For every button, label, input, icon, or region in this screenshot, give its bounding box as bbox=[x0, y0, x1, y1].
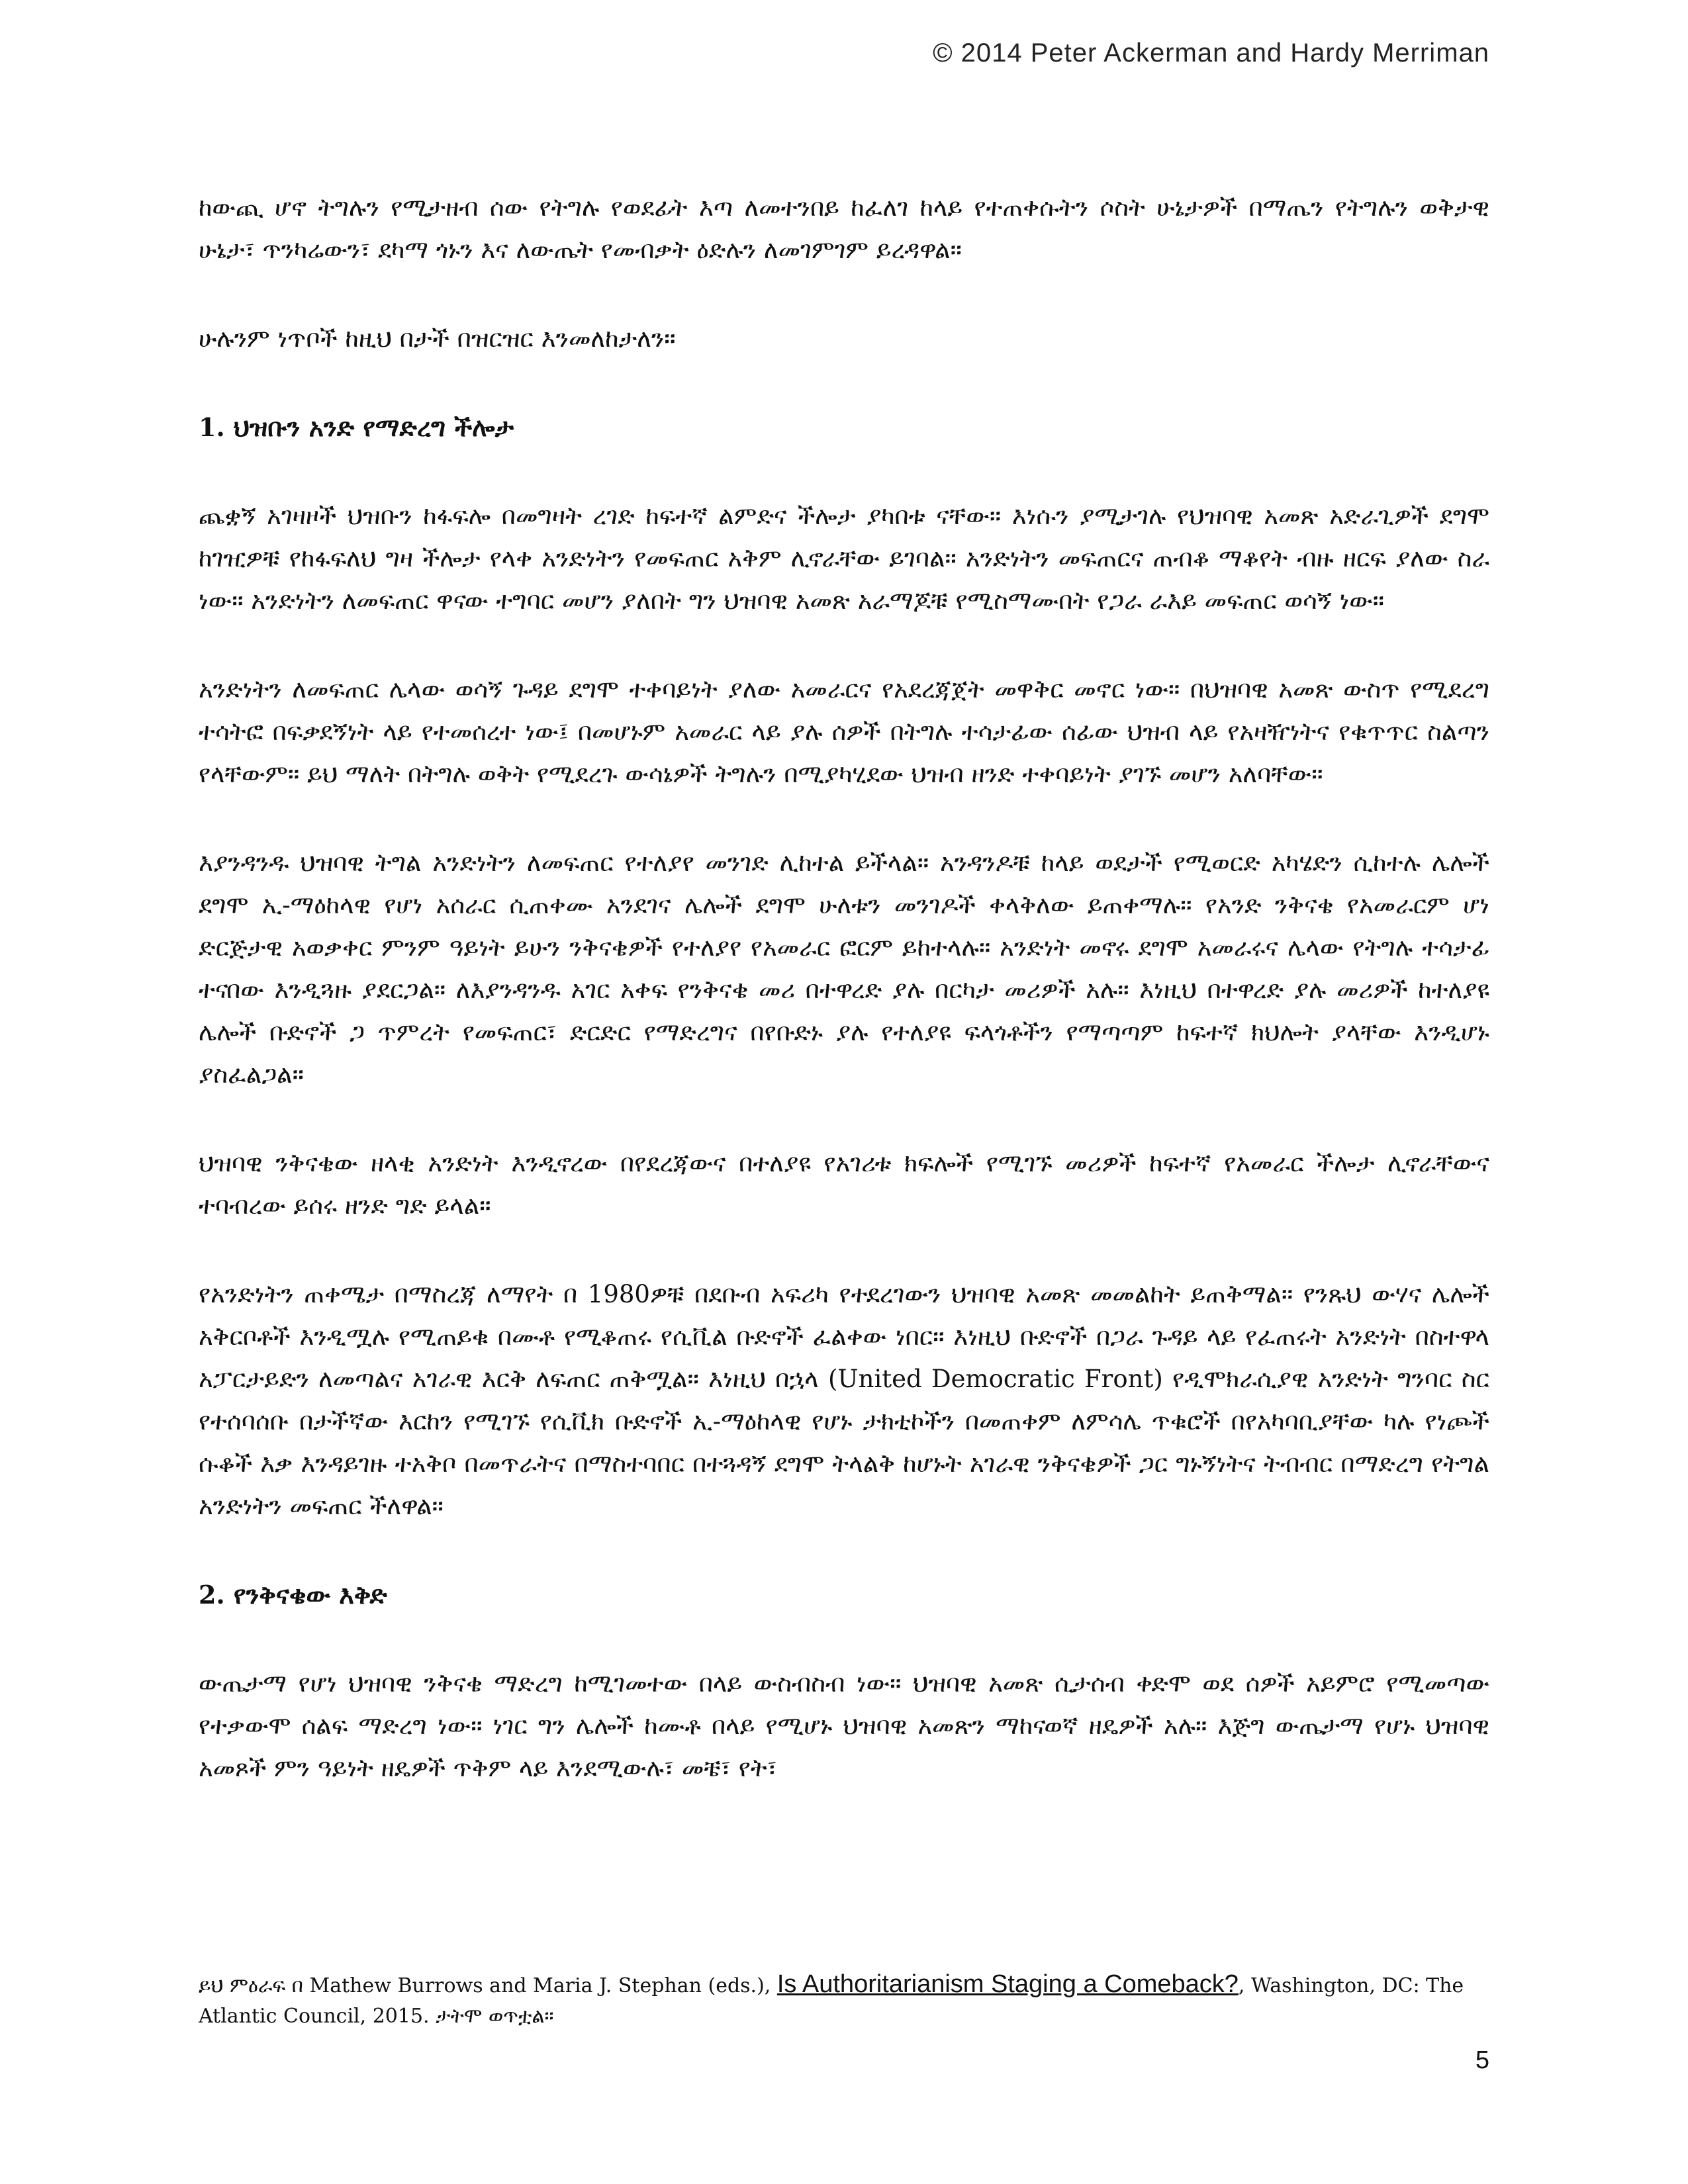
footnote-link[interactable]: Is Authoritarianism Staging a Comeback? bbox=[776, 1970, 1239, 1998]
footnote bbox=[199, 1969, 1489, 2032]
paragraph-7: የአንድነትን ጠቀሜታ በማስረጃ ለማየት በ 1980ዎቹ በደቡብ አፍሪካ የተደረገውን ህዝባዊ አመጽ መመልከት ይጠቅማል። የንጹህ ውሃና ሌሎች አቅርቦቶች እንዲሟሉ የሚጠይቁ በሙቶ የሚቆጠሩ የሲቪል ቡድኖች ፈልቀው ነበር። እነዚህ ቡድኖች በጋራ ጉዳይ ላይ የፈጠሩት አንድነት በስተዋላ አፓርታይድን ለመጣልና አገራዊ እርቅ ለፍጠር ጠቅሟል። እነዚህ በኋላ (United Democratic Front) የዲሞክራሲያዊ አንድነት ግንባር ስር የተሰባሰቡ በታችኛው እርከን የሚገኙ የሲቪክ ቡድኖች ኢ-ማዕከላዊ የሆኑ ታክቲኮችን በመጠቀም ለምሳሌ ጥቁሮች በየአካባቢያቸው ካሉ የነጮች ሱቆች እቃ እንዳይገዙ ተአቅቦ በመጥራትና በማስተባበር በተጓዳኝ ደግሞ ትላልቅ ከሆኑት አገራዊ ንቅናቄዎች ጋር ግኑኝነትና ትብብር በማድረግ የትግል አንድነትን መፍጠር ችለዋል። bbox=[199, 1280, 1489, 1520]
paragraph-3: ጨቋኝ አገዛዞች ህዝቡን ከፋፍሎ በመግዛት ረገድ ከፍተኛ ልምድና ችሎታ ያካበቱ ናቸው። እነሱን ያሚታገሉ የህዝባዊ አመጽ አድራጊዎች ደግሞ ከገዢዎቹ የከፋፍለህ ግዛ ችሎታ የላቀ አንድነትን የመፍጠር አቅም ሊኖራቸው ይገባል። አንድነትን መፍጠርና ጠብቆ ማቆየት ብዙ ዘርፍ ያለው ስራ ነው። አንድነትን ለመፍጠር ዋናው ተግባር መሆን ያለበት ግን ህዝባዊ አመጽ አራማጆቹ የሚስማሙበት የጋራ ራእይ መፍጠር ወሳኝ ነው። bbox=[199, 502, 1489, 615]
footnote-lead: ይህ ምዕራፍ በ Mathew Burrows and Maria J. Stephan (eds.), bbox=[199, 1974, 771, 1997]
paragraph-8: ውጤታማ የሆነ ህዝባዊ ንቅናቄ ማድረግ ከሚገመተው በላይ ውስብስብ ነው። ህዝባዊ አመጽ ሲታሰብ ቀድሞ ወደ ሰዎች አይምሮ የሚመጣው የተቃውሞ ሰልፍ ማድረግ ነው። ነገር ግን ሌሎች ከሙቶ በላይ የሚሆኑ ህዝባዊ አመጽን ማከናወኛ ዘዴዎች አሉ። እጅግ ውጤታማ የሆኑ ህዝባዊ አመጾች ምን ዓይነት ዘዴዎች ጥቅም ላይ እንደሚውሉ፣ መቼ፣ የት፣ bbox=[199, 1669, 1489, 1782]
paragraph-5: እያንዳንዱ ህዝባዊ ትግል አንድነትን ለመፍጠር የተለያየ መንገድ ሊከተል ይችላል። አንዳንዶቹ ከላይ ወደታች የሚወርድ አካሄድን ሲከተሉ ሌሎች ደግሞ ኢ-ማዕከላዊ የሆነ አሰራር ሲጠቀሙ አንደገና ሌሎች ደግሞ ሁለቱን መንገዶች ቀላቅለው ይጠቀማሉ። የአንድ ንቅናቄ የአመራርም ሆነ ድርጅታዊ አወቃቀር ምንም ዓይነት ይሁን ንቅናቄዎች የተለያየ የአመራር ፎርም ይከተላሉ። አንድነት መኖሩ ደግሞ አመራሩና ሌላው የትግሉ ተሳታፊ ተናበው እንዲጓዙ ያደርጋል። ለእያንዳንዱ አገር አቀፍ የንቅናቄ መሪ በተዋረድ ያሉ በርካታ መሪዎች አሉ። እነዚህ በተዋረድ ያሉ መሪዎች ከተለያዩ ሌሎች ቡድኖች ጋ ጥምረት የመፍጠር፣ ድርድር የማድረግና በየቡድኑ ያሉ የተለያዩ ፍላጎቶችን የማጣጣም ከፍተኛ ክህሎት ያላቸው እንዲሆኑ ያስፈልጋል። bbox=[199, 848, 1489, 1089]
section-heading-2: 2. የንቅናቄው እቅድ bbox=[199, 1580, 387, 1610]
paragraph-2: ሁሉንም ነጥቦች ከዚህ በታች በዝርዝር እንመለከታለን። bbox=[199, 324, 676, 353]
footnote-tail: , Washington, DC: The Atlantic Council, 2015. ታትሞ ወጥቷል። bbox=[199, 1974, 1464, 2028]
paragraph-6: ህዝባዊ ንቅናቄው ዘላቂ አንድነት እንዲኖረው በየደረጃውና በተለያዩ የአገሪቱ ክፍሎች የሚገኙ መሪዎች ከፍተኛ የአመራር ችሎታ ሊኖራቸውና ተባብረው ይሰሩ ዘንድ ግድ ይላል። bbox=[199, 1149, 1489, 1220]
paragraph-1: ከውጪ ሆኖ ትግሉን የሚታዘብ ሰው የትግሉ የወደፊት እጣ ለመተንበይ ከፈለገ ከላይ የተጠቀሱትን ሶስት ሁኔታዎች በማጤን የትግሉን ወቅታዊ ሁኔታ፣ ጥንካሬውን፣ ደካማ ጎኑን እና ለውጤት የመብቃት ዕድሉን ለመገምገም ይረዳዋል። bbox=[199, 193, 1489, 264]
copyright-header: © 2014 Peter Ackerman and Hardy Merriman bbox=[933, 38, 1489, 68]
section-heading-1: 1. ህዝቡን አንድ የማድረግ ችሎታ bbox=[199, 412, 514, 442]
page-number: 5 bbox=[1475, 2046, 1489, 2074]
document-body bbox=[199, 187, 1489, 1836]
paragraph-4: አንድነትን ለመፍጠር ሌላው ወሳኝ ጉዳይ ደግሞ ተቀባይነት ያለው አመራርና የአደረጃጀት መዋቅር መኖር ነው። በህዝባዊ አመጽ ውስጥ የሚደረግ ተሳትፎ በፍቃደኝነት ላይ የተመሰረተ ነው፤ በመሆኑም አመራር ላይ ያሉ ሰዎች በትግሉ ተሳታፊው ሰፊው ህዝብ ላይ የአዛዥነትና የቁጥጥር ስልጣን የላቸውም። ይህ ማለት በትግሉ ወቅት የሚደረጉ ውሳኔዎች ትግሉን በሚያካሂደው ህዝብ ዘንድ ተቀባይነት ያገኙ መሆን አለባቸው። bbox=[199, 675, 1489, 788]
